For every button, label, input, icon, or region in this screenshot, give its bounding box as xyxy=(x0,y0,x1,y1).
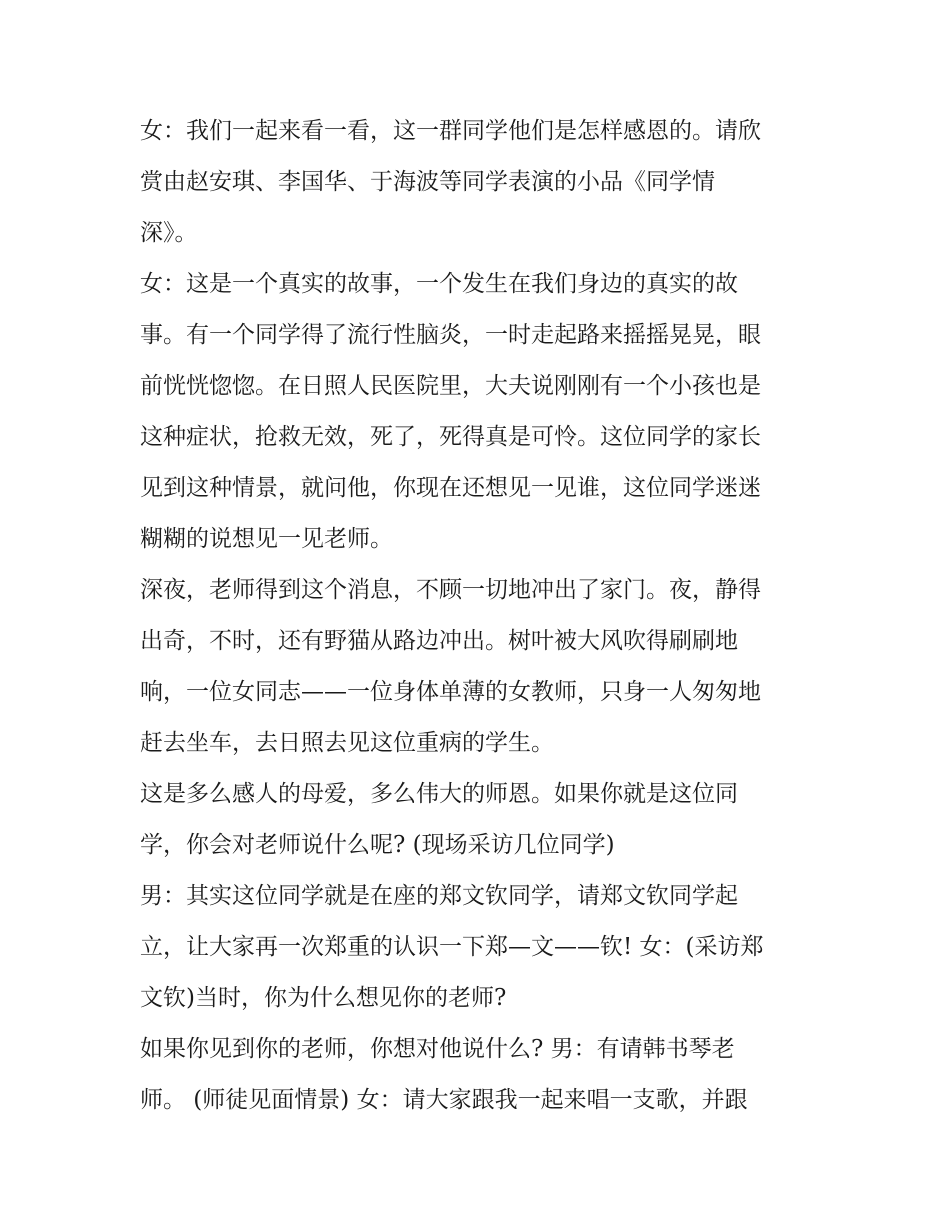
text-line: 女：这是一个真实的故事，一个发生在我们身边的真实的故 xyxy=(140,271,738,297)
text-line: 赶去坐车，去日照去见这位重病的学生。 xyxy=(140,730,554,756)
text-line: 立，让大家再一次郑重的认识一下郑—文——钦! 女：(采访郑 xyxy=(140,934,764,960)
text-line: 文钦)当时，你为什么想见你的老师? xyxy=(140,985,507,1011)
text-line: 深夜，老师得到这个消息，不顾一切地冲出了家门。夜，静得 xyxy=(140,577,761,603)
text-line: 这是多么感人的母爱，多么伟大的师恩。如果你就是这位同 xyxy=(140,781,738,807)
text-line: 学，你会对老师说什么呢? (现场采访几位同学) xyxy=(140,832,615,858)
text-line: 出奇，不时，还有野猫从路边冲出。树叶被大风吹得刷刷地 xyxy=(140,628,738,654)
text-line: 深》。 xyxy=(140,220,198,246)
document-body xyxy=(140,106,830,1126)
text-line: 女：我们一起来看一看，这一群同学他们是怎样感恩的。请欣 xyxy=(140,118,761,144)
text-line: 师。 (师徒见面情景) 女：请大家跟我一起来唱一支歌，并跟 xyxy=(140,1087,748,1113)
text-line: 这种症状，抢救无效，死了，死得真是可怜。这位同学的家长 xyxy=(140,424,761,450)
text-line: 前恍恍惚惚。在日照人民医院里，大夫说刚刚有一个小孩也是 xyxy=(140,373,761,399)
text-line: 男：其实这位同学就是在座的郑文钦同学，请郑文钦同学起 xyxy=(140,883,738,909)
text-line: 糊糊的说想见一见老师。 xyxy=(140,526,393,552)
text-line: 见到这种情景，就问他，你现在还想见一见谁，这位同学迷迷 xyxy=(140,475,761,501)
text-line: 赏由赵安琪、李国华、于海波等同学表演的小品《同学情 xyxy=(140,169,715,195)
text-line: 响，一位女同志——一位身体单薄的女教师，只身一人匆匆地 xyxy=(140,679,761,705)
text-line: 如果你见到你的老师，你想对他说什么? 男：有请韩书琴老 xyxy=(140,1036,735,1062)
text-line: 事。有一个同学得了流行性脑炎，一时走起路来摇摇晃晃，眼 xyxy=(140,322,761,348)
